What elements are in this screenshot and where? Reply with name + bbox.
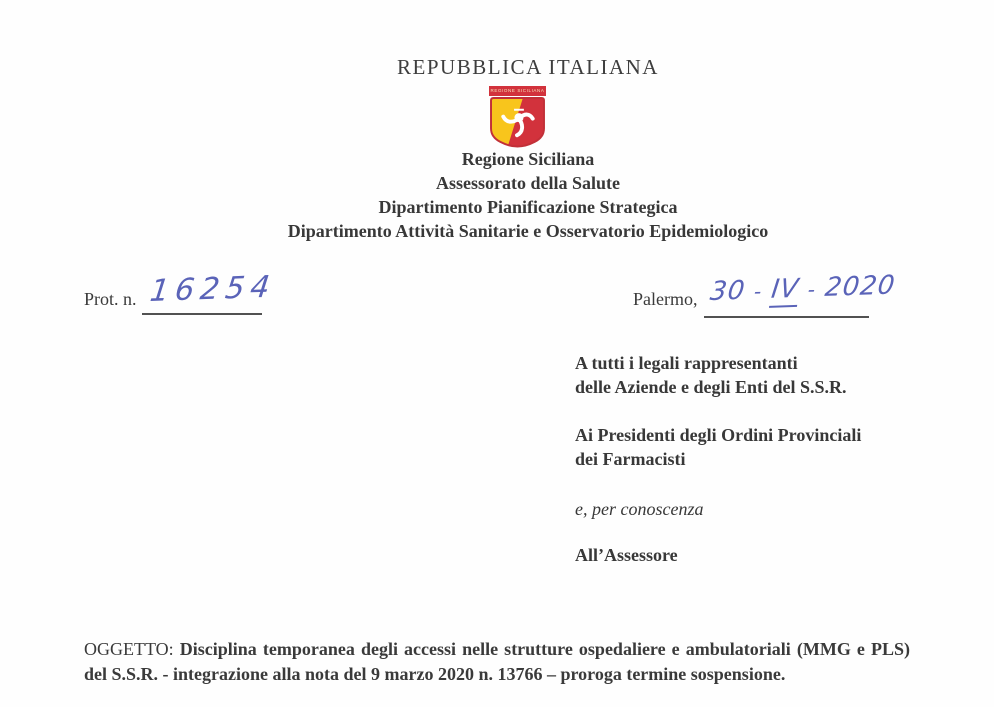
recipient-line: A tutti i legali rappresentanti <box>575 353 798 373</box>
sicily-coat-of-arms-icon <box>488 97 547 148</box>
date-month: IV <box>769 274 801 308</box>
org-line-dipartimento-attivita: Dipartimento Attività Sanitarie e Osservatorio Epidemiologico <box>287 221 769 241</box>
org-line-region: Regione Siciliana <box>461 149 595 169</box>
cc-note: e, per conoscenza <box>575 499 704 519</box>
dateline-label: Palermo, <box>633 289 698 309</box>
date-day: 30 <box>708 275 748 307</box>
org-lines <box>63 147 993 243</box>
republic-title: REPUBBLICA ITALIANA <box>397 55 659 79</box>
crest-banner <box>489 86 546 96</box>
crest-banner-label: REGIONE SICILIANA <box>490 88 545 93</box>
dateline-underline <box>704 316 869 318</box>
recipient-line: dei Farmacisti <box>575 449 686 469</box>
subject-paragraph <box>84 637 910 686</box>
protocol-label: Prot. n. <box>84 289 137 309</box>
cc-recipient: All’Assessore <box>575 545 678 565</box>
protocol-underline <box>142 313 262 315</box>
protocol-number-handwritten: 16254 <box>148 269 278 309</box>
recipients-block <box>575 351 861 567</box>
subject-label: OGGETTO: <box>84 639 174 659</box>
date-handwritten <box>708 270 897 310</box>
org-line-assessorato: Assessorato della Salute <box>436 173 620 193</box>
subject-text: Disciplina temporanea degli accessi nelle strutture ospedaliere e ambulatoriali (MMG e PLS) del S.S.R. - integrazione alla nota del 9 marzo 2020 n. 13766 – proroga termine sospensione. <box>84 639 910 684</box>
recipient-group <box>575 423 861 471</box>
date-separator: - <box>752 279 764 304</box>
org-line-dipartimento-pianificazione: Dipartimento Pianificazione Strategica <box>378 197 678 217</box>
recipient-line: delle Aziende e degli Enti del S.S.R. <box>575 377 847 397</box>
date-year: 2020 <box>823 270 898 303</box>
date-separator: - <box>806 277 818 302</box>
recipient-group <box>575 351 861 399</box>
recipient-line: Ai Presidenti degli Ordini Provinciali <box>575 425 862 445</box>
